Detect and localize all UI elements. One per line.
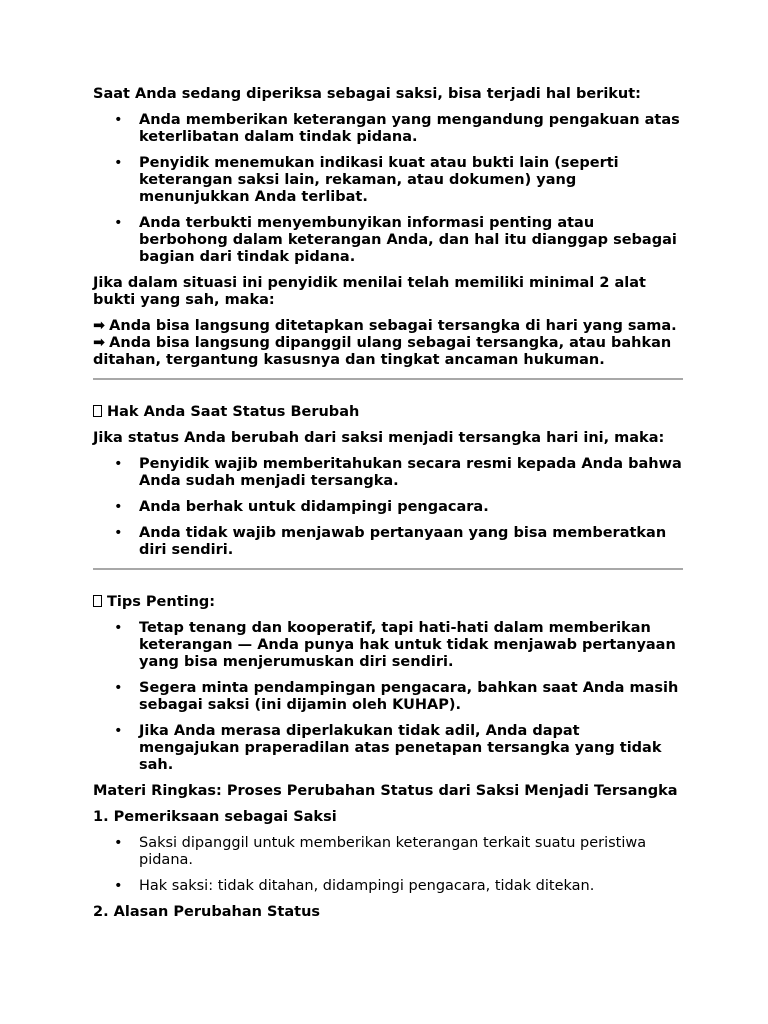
- list-item: • Anda berhak untuk didampingi pengacara.: [139, 499, 683, 516]
- right-arrow-icon: ➡: [93, 318, 106, 334]
- section1-list: [93, 835, 683, 895]
- summary-title: Materi Ringkas: Proses Perubahan Status dari Saksi Menjadi Tersangka: [93, 783, 678, 799]
- box-glyph-icon: [93, 405, 102, 417]
- rights-heading: [93, 404, 683, 421]
- right-arrow-icon: ➡: [93, 335, 106, 351]
- intro-text: Saat Anda sedang diperiksa sebagai saksi, bisa terjadi hal berikut:: [93, 86, 641, 102]
- list-item: • Segera minta pendampingan pengacara, bahkan saat Anda masih sebagai saksi (ini dijamin oleh KUHAP).: [139, 680, 683, 714]
- box-glyph-icon: [93, 595, 102, 607]
- list-item: • Hak saksi: tidak ditahan, didampingi pengacara, tidak ditekan.: [139, 878, 683, 895]
- section1-heading: 1. Pemeriksaan sebagai Saksi: [93, 809, 337, 825]
- tips-list: [93, 620, 683, 774]
- condition-text: Jika dalam situasi ini penyidik menilai telah memiliki minimal 2 alat bukti yang sah, maka:: [93, 275, 646, 308]
- intro-list: [93, 112, 683, 266]
- consequence-line: [93, 335, 683, 369]
- list-item: • Anda tidak wajib menjawab pertanyaan yang bisa memberatkan diri sendiri.: [139, 525, 683, 559]
- list-item: • Jika Anda merasa diperlakukan tidak adil, Anda dapat mengajukan praperadilan atas penetapan tersangka yang tidak sah.: [139, 723, 683, 774]
- list-item: • Saksi dipanggil untuk memberikan keterangan terkait suatu peristiwa pidana.: [139, 835, 683, 869]
- list-item: • Tetap tenang dan kooperatif, tapi hati-hati dalam memberikan keterangan — Anda punya hak untuk tidak menjawab pertanyaan yang bisa menjerumuskan diri sendiri.: [139, 620, 683, 671]
- list-item: • Penyidik wajib memberitahukan secara resmi kepada Anda bahwa Anda sudah menjadi tersangka.: [139, 456, 683, 490]
- rights-heading-text: Hak Anda Saat Status Berubah: [107, 404, 360, 420]
- consequence-block: [93, 318, 683, 369]
- divider: [93, 378, 683, 380]
- rights-intro: Jika status Anda berubah dari saksi menjadi tersangka hari ini, maka:: [93, 430, 665, 446]
- consequence-line: [93, 318, 683, 335]
- tips-heading: [93, 594, 683, 611]
- list-item: • Penyidik menemukan indikasi kuat atau bukti lain (seperti keterangan saksi lain, rekaman, atau dokumen) yang menunjukkan Anda terlibat.: [139, 155, 683, 206]
- section2-heading: 2. Alasan Perubahan Status: [93, 904, 321, 920]
- tips-heading-text: Tips Penting:: [107, 594, 216, 610]
- consequence-text: Anda bisa langsung ditetapkan sebagai tersangka di hari yang sama.: [109, 318, 677, 334]
- consequence-text: Anda bisa langsung dipanggil ulang sebagai tersangka, atau bahkan ditahan, tergantung kasusnya dan tingkat ancaman hukuman.: [93, 335, 672, 368]
- rights-list: [93, 456, 683, 559]
- list-item: • Anda memberikan keterangan yang mengandung pengakuan atas keterlibatan dalam tindak pidana.: [139, 112, 683, 146]
- document-page: [93, 86, 683, 930]
- divider: [93, 568, 683, 570]
- list-item: • Anda terbukti menyembunyikan informasi penting atau berbohong dalam keterangan Anda, dan hal itu dianggap sebagai bagian dari tindak pidana.: [139, 215, 683, 266]
